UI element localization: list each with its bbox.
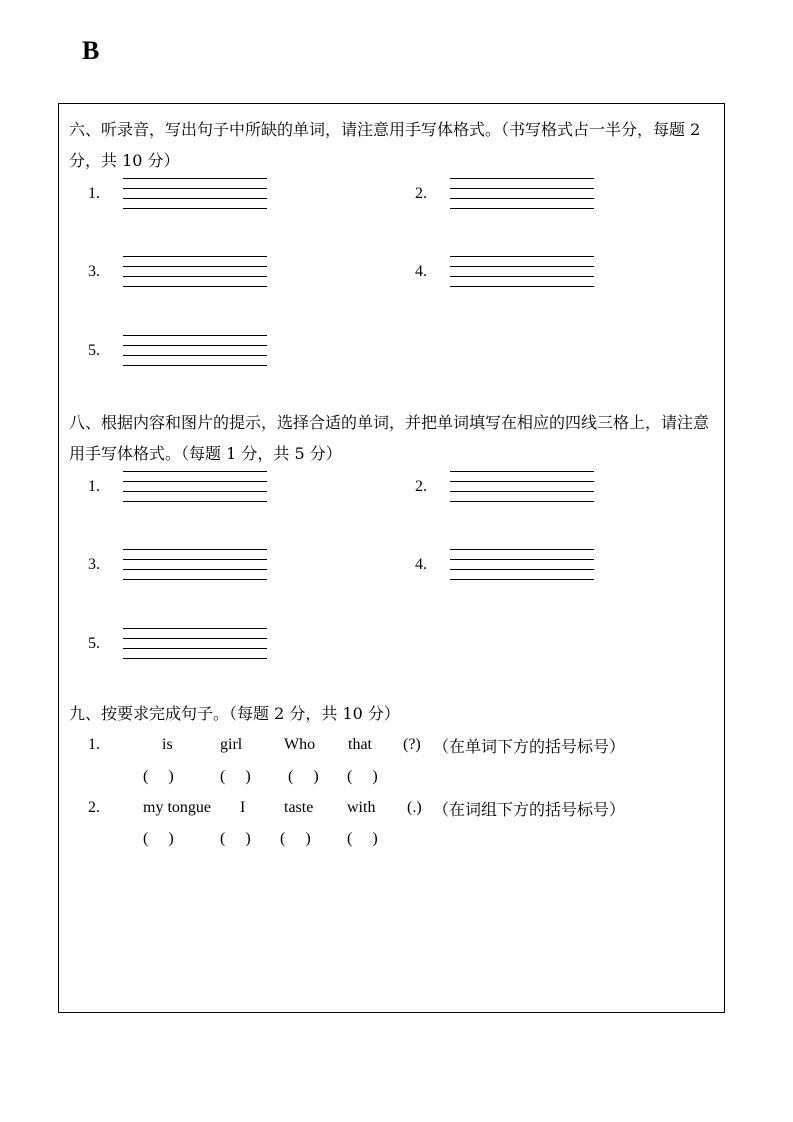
section6-item-number: 5. bbox=[88, 342, 100, 359]
section6-writing-lines[interactable] bbox=[123, 178, 267, 210]
page-label: B bbox=[82, 36, 100, 65]
q2-answer-bracket[interactable]: ( ) bbox=[143, 830, 174, 847]
section8-item-number: 5. bbox=[88, 635, 100, 652]
section6-writing-lines[interactable] bbox=[123, 335, 267, 367]
q1-answer-bracket[interactable]: ( ) bbox=[347, 768, 378, 785]
section8-item-number: 4. bbox=[415, 556, 427, 573]
section8-writing-lines[interactable] bbox=[123, 471, 267, 503]
section6-writing-lines[interactable] bbox=[450, 256, 594, 288]
q2-answer-bracket[interactable]: ( ) bbox=[220, 830, 251, 847]
section8-item-number: 3. bbox=[88, 556, 100, 573]
section8-item-number: 2. bbox=[415, 478, 427, 495]
worksheet-frame bbox=[58, 103, 725, 1013]
q1-word: Who bbox=[284, 736, 316, 753]
q1-answer-bracket[interactable]: ( ) bbox=[143, 768, 174, 785]
section9-heading: 九、按要求完成句子。（每题 2 分，共 10 分） bbox=[69, 704, 400, 723]
section8-writing-lines[interactable] bbox=[123, 549, 267, 581]
section6-writing-lines[interactable] bbox=[123, 256, 267, 288]
q1-answer-bracket[interactable]: ( ) bbox=[288, 768, 319, 785]
q2-word: I bbox=[240, 799, 246, 816]
q2-answer-bracket[interactable]: ( ) bbox=[347, 830, 378, 847]
q2-answer-bracket[interactable]: ( ) bbox=[280, 830, 311, 847]
q2-word: with bbox=[347, 799, 376, 816]
q2-word: taste bbox=[284, 799, 314, 816]
q2-instruction: （在词组下方的括号标号） bbox=[433, 800, 626, 819]
section6-item-number: 2. bbox=[415, 185, 427, 202]
q2-number: 2. bbox=[88, 799, 100, 816]
section6-item-number: 4. bbox=[415, 263, 427, 280]
q1-word: that bbox=[348, 736, 372, 753]
q1-punctuation: (?) bbox=[403, 736, 421, 753]
q1-number: 1. bbox=[88, 736, 100, 753]
section8-writing-lines[interactable] bbox=[123, 628, 267, 660]
q1-instruction: （在单词下方的括号标号） bbox=[433, 737, 626, 756]
section8-writing-lines[interactable] bbox=[450, 471, 594, 503]
q2-punctuation: (.) bbox=[407, 799, 422, 816]
q1-word: girl bbox=[220, 736, 243, 753]
section8-writing-lines[interactable] bbox=[450, 549, 594, 581]
section6-item-number: 3. bbox=[88, 263, 100, 280]
section6-writing-lines[interactable] bbox=[450, 178, 594, 210]
q1-word: is bbox=[162, 736, 173, 753]
section8-item-number: 1. bbox=[88, 478, 100, 495]
section6-heading: 六、听录音，写出句子中所缺的单词，请注意用手写体格式。（书写格式占一半分，每题 2 分，共 10 分） bbox=[69, 120, 701, 170]
section8-heading: 八、根据内容和图片的提示，选择合适的单词，并把单词填写在相应的四线三格上，请注意用手写体格式。（每题 1 分，共 5 分） bbox=[69, 413, 710, 463]
q1-answer-bracket[interactable]: ( ) bbox=[220, 768, 251, 785]
q2-word: my tongue bbox=[143, 799, 211, 816]
section6-item-number: 1. bbox=[88, 185, 100, 202]
